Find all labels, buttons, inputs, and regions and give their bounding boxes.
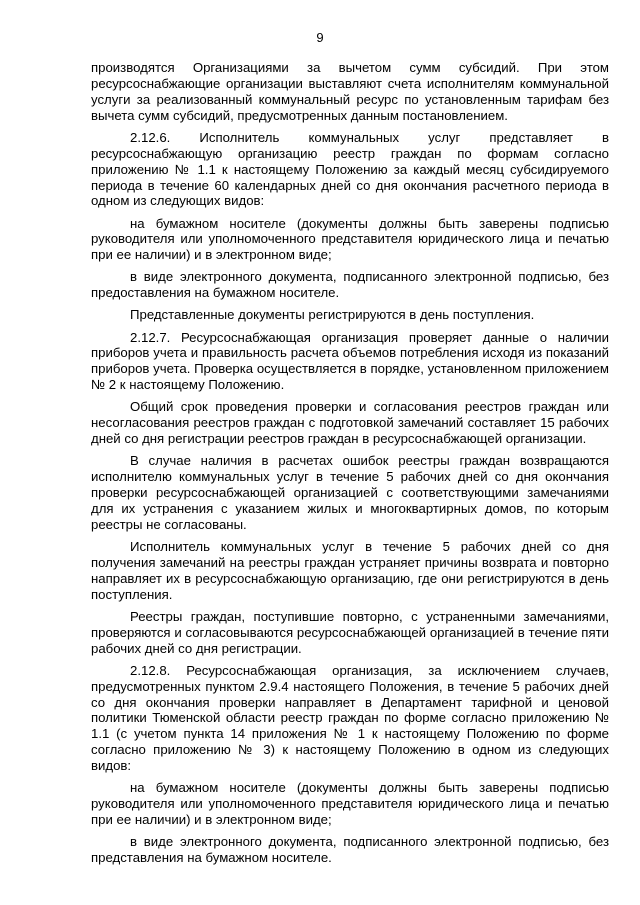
paragraph-paper-option: на бумажном носителе (документы должны быть заверены подписью руководителя или уполномоченного представителя юридического лица и печатью при ее наличии) и в электронном виде; xyxy=(91,215,609,263)
paragraph-electronic-option-2: в виде электронного документа, подписанного электронной подписью, без представления на бумажном носителе. xyxy=(91,834,609,866)
paragraph-registration: Представленные документы регистрируются в день поступления. xyxy=(130,307,535,323)
page-number: 9 xyxy=(316,30,324,45)
paragraph-paper-option-2: на бумажном носителе (документы должны быть заверены подписью руководителя или уполномоченного представителя юридического лица и печатью при ее наличии) и в электронном виде; xyxy=(91,780,609,828)
paragraph-errors-return: В случае наличия в расчетах ошибок реестры граждан возвращаются исполнителю коммунальных услуг в течение 5 рабочих дней со дня окончания проверки ресурсоснабжающей организацией с соответствующими замечаниями для их устранения с указанием жилых и многоквартирных домов, по которым реестры не согласованы. xyxy=(91,453,609,532)
paragraph-2-12-8: 2.12.8. Ресурсоснабжающая организация, за исключением случаев, предусмотренных пунктом 2.9.4 настоящего Положения, в течение 5 рабочих дней со дня окончания проверки направляет в Департамент тарифной и ценовой политики Тюменской области реестр граждан по форме согласно приложению № 1.1 (с учетом пункта 14 приложения № 1 к настоящему Положению по форме согласно приложению № 3) к настоящему Положению в одном из следующих видов: xyxy=(91,662,609,774)
paragraph-continuation: производятся Организациями за вычетом сумм субсидий. При этом ресурсоснабжающие организации выставляют счета исполнителям коммунальной услуги за реализованный коммунальный ресурс по установленным тарифам без вычета сумм субсидий, предусмотренных данным постановлением. xyxy=(91,60,609,123)
paragraph-2-12-6: 2.12.6. Исполнитель коммунальных услуг представляет в ресурсоснабжающую организацию реестр граждан по формам согласно приложению № 1.1 к настоящему Положению за каждый месяц субсидируемого периода в течение 60 календарных дней со дня окончания расчетного периода в одном из следующих видов: xyxy=(91,129,609,209)
paragraph-repeat-review: Реестры граждан, поступившие повторно, с устраненными замечаниями, проверяются и согласовываются ресурсоснабжающей организацией в течение пяти рабочих дней со дня регистрации. xyxy=(91,608,609,656)
paragraph-review-term: Общий срок проведения проверки и согласования реестров граждан или несогласования реестров граждан с подготовкой замечаний составляет 15 рабочих дней со дня регистрации реестров граждан в ресурсоснабжающей организации. xyxy=(91,399,609,447)
paragraph-resubmission: Исполнитель коммунальных услуг в течение 5 рабочих дней со дня получения замечаний на реестры граждан устраняет причины возврата и повторно направляет их в ресурсоснабжающую организацию, где они регистрируются в день поступления. xyxy=(91,538,609,602)
paragraph-electronic-option: в виде электронного документа, подписанного электронной подписью, без предоставления на бумажном носителе. xyxy=(91,269,609,301)
paragraph-2-12-7: 2.12.7. Ресурсоснабжающая организация проверяет данные о наличии приборов учета и правильность расчета объемов потребления исходя из показаний приборов учета. Проверка осуществляется в порядке, установленном приложением № 2 к настоящему Положению. xyxy=(91,329,609,393)
document-body xyxy=(91,60,609,872)
